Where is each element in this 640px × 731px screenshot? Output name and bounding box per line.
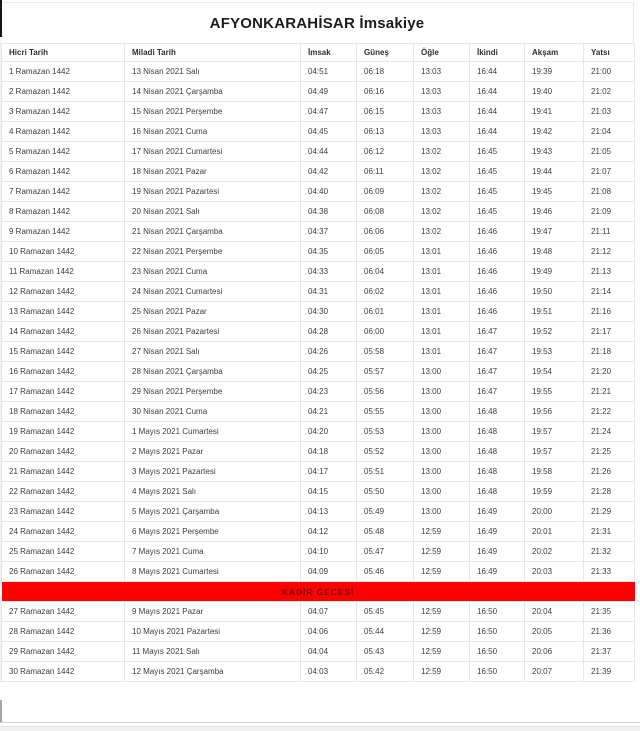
cell: 21:28 [584,482,635,502]
cell: 13:00 [414,422,470,442]
cell: 21:24 [584,422,635,442]
cell: 13:00 [414,462,470,482]
vertical-scrollbar-thumb[interactable] [0,700,2,722]
cell: 05:46 [357,562,414,582]
cell: 21:04 [584,122,635,142]
column-header: Akşam [525,44,584,62]
cell: 21 Ramazan 1442 [2,462,125,482]
column-header: Miladi Tarih [125,44,301,62]
cell: 13:01 [414,322,470,342]
cell: 16:44 [470,62,525,82]
cell: 3 Ramazan 1442 [2,102,125,122]
table-row [2,242,635,262]
cell: 12 Ramazan 1442 [2,282,125,302]
table-row [2,642,635,662]
cell: 19:43 [525,142,584,162]
cell: 13:01 [414,282,470,302]
cell: 21:21 [584,382,635,402]
table-row [2,182,635,202]
cell: 04:47 [301,102,357,122]
table-row [2,422,635,442]
cell: 04:44 [301,142,357,162]
table-row [2,102,635,122]
cell: 13:00 [414,442,470,462]
cell: 19:59 [525,482,584,502]
cell: 04:15 [301,482,357,502]
cell: 21:08 [584,182,635,202]
cell: 21:05 [584,142,635,162]
column-header: Güneş [357,44,414,62]
cell: 26 Nisan 2021 Pazartesi [125,322,301,342]
cell: 16:45 [470,142,525,162]
cell: 06:16 [357,82,414,102]
cell: 27 Nisan 2021 Salı [125,342,301,362]
cell: 12:59 [414,522,470,542]
cell: 21:17 [584,322,635,342]
cell: 21 Nisan 2021 Çarşamba [125,222,301,242]
cell: 12:59 [414,662,470,682]
cell: 10 Mayıs 2021 Pazartesi [125,622,301,642]
imsakiye-page [0,2,634,682]
cell: 04:06 [301,622,357,642]
cell: 13:01 [414,262,470,282]
table-row [2,142,635,162]
cell: 05:55 [357,402,414,422]
cell: 20:00 [525,502,584,522]
cell: 13:01 [414,342,470,362]
cell: 06:09 [357,182,414,202]
cell: 06:12 [357,142,414,162]
cell: 16:48 [470,422,525,442]
cell: 25 Ramazan 1442 [2,542,125,562]
cell: 16:49 [470,502,525,522]
cell: 05:56 [357,382,414,402]
cell: 13:03 [414,62,470,82]
cell: 13:00 [414,482,470,502]
cell: 05:49 [357,502,414,522]
cell: 13:00 [414,402,470,422]
column-header: Öğle [414,44,470,62]
cell: 6 Ramazan 1442 [2,162,125,182]
table-row [2,282,635,302]
cell: 04:12 [301,522,357,542]
cell: 13:01 [414,302,470,322]
window-top-left-edge [0,0,2,37]
cell: 21:03 [584,102,635,122]
cell: 21:09 [584,202,635,222]
cell: 21:00 [584,62,635,82]
cell: 19:50 [525,282,584,302]
cell: 21:39 [584,662,635,682]
cell: 30 Ramazan 1442 [2,662,125,682]
cell: 20 Ramazan 1442 [2,442,125,462]
cell: 06:15 [357,102,414,122]
table-row [2,162,635,182]
title-bar [1,3,633,43]
cell: 04:35 [301,242,357,262]
cell: 28 Ramazan 1442 [2,622,125,642]
cell: 21:26 [584,462,635,482]
cell: 19:55 [525,382,584,402]
cell: 21:13 [584,262,635,282]
cell: 06:08 [357,202,414,222]
cell: 16:48 [470,442,525,462]
cell: 13:02 [414,222,470,242]
table-body [2,62,635,682]
cell: 7 Mayıs 2021 Cuma [125,542,301,562]
cell: 11 Mayıs 2021 Salı [125,642,301,662]
cell: 04:31 [301,282,357,302]
cell: 04:26 [301,342,357,362]
cell: 04:30 [301,302,357,322]
table-row [2,522,635,542]
cell: 3 Mayıs 2021 Pazartesi [125,462,301,482]
cell: 27 Ramazan 1442 [2,602,125,622]
cell: 04:21 [301,402,357,422]
cell: 10 Ramazan 1442 [2,242,125,262]
cell: 04:20 [301,422,357,442]
cell: 24 Ramazan 1442 [2,522,125,542]
cell: 21:12 [584,242,635,262]
cell: 16:46 [470,282,525,302]
cell: 6 Mayıs 2021 Perşembe [125,522,301,542]
cell: 04:37 [301,222,357,242]
cell: 19:51 [525,302,584,322]
cell: 23 Nisan 2021 Cuma [125,262,301,282]
cell: 20 Nisan 2021 Salı [125,202,301,222]
cell: 04:38 [301,202,357,222]
cell: 04:09 [301,562,357,582]
cell: 21:20 [584,362,635,382]
cell: 04:42 [301,162,357,182]
cell: 19:42 [525,122,584,142]
cell: 16:45 [470,202,525,222]
cell: 13:02 [414,142,470,162]
cell: 19:49 [525,262,584,282]
cell: 16:50 [470,642,525,662]
cell: 25 Nisan 2021 Pazar [125,302,301,322]
cell: 16:48 [470,402,525,422]
cell: 16:47 [470,362,525,382]
cell: 21:02 [584,82,635,102]
cell: 19:45 [525,182,584,202]
kadir-gecesi-banner: KADİR GECESİ [2,582,635,602]
cell: 17 Nisan 2021 Cumartesi [125,142,301,162]
table-row [2,322,635,342]
cell: 19:54 [525,362,584,382]
cell: 19:58 [525,462,584,482]
cell: 16 Ramazan 1442 [2,362,125,382]
cell: 21:18 [584,342,635,362]
cell: 26 Ramazan 1442 [2,562,125,582]
table-row [2,342,635,362]
cell: 19:46 [525,202,584,222]
cell: 04:17 [301,462,357,482]
cell: 16:45 [470,162,525,182]
cell: 06:04 [357,262,414,282]
table-row [2,82,635,102]
table-row [2,502,635,522]
cell: 16 Nisan 2021 Cuma [125,122,301,142]
cell: 16:46 [470,302,525,322]
cell: 19:41 [525,102,584,122]
cell: 8 Mayıs 2021 Cumartesi [125,562,301,582]
cell: 20:06 [525,642,584,662]
cell: 2 Mayıs 2021 Pazar [125,442,301,462]
table-row [2,62,635,82]
table-row [2,542,635,562]
cell: 06:05 [357,242,414,262]
imsakiye-table [1,43,635,682]
cell: 06:06 [357,222,414,242]
cell: 04:13 [301,502,357,522]
cell: 1 Mayıs 2021 Cumartesi [125,422,301,442]
cell: 04:07 [301,602,357,622]
cell: 16:46 [470,222,525,242]
cell: 12:59 [414,602,470,622]
cell: 14 Ramazan 1442 [2,322,125,342]
cell: 04:49 [301,82,357,102]
cell: 05:48 [357,522,414,542]
table-row [2,662,635,682]
cell: 16:46 [470,262,525,282]
cell: 13:03 [414,82,470,102]
cell: 05:53 [357,422,414,442]
table-row [2,262,635,282]
cell: 21:11 [584,222,635,242]
cell: 16:47 [470,322,525,342]
cell: 16:49 [470,562,525,582]
cell: 20:02 [525,542,584,562]
cell: 9 Ramazan 1442 [2,222,125,242]
cell: 16:47 [470,342,525,362]
cell: 13 Ramazan 1442 [2,302,125,322]
cell: 8 Ramazan 1442 [2,202,125,222]
cell: 18 Nisan 2021 Pazar [125,162,301,182]
cell: 16:50 [470,602,525,622]
cell: 13:03 [414,122,470,142]
cell: 16:48 [470,462,525,482]
cell: 21:22 [584,402,635,422]
cell: 18 Ramazan 1442 [2,402,125,422]
cell: 04:18 [301,442,357,462]
cell: 12:59 [414,562,470,582]
cell: 11 Ramazan 1442 [2,262,125,282]
cell: 04:10 [301,542,357,562]
cell: 16:50 [470,662,525,682]
table-row [2,602,635,622]
cell: 06:13 [357,122,414,142]
cell: 4 Mayıs 2021 Salı [125,482,301,502]
cell: 13 Nisan 2021 Salı [125,62,301,82]
cell: 1 Ramazan 1442 [2,62,125,82]
cell: 21:29 [584,502,635,522]
table-row [2,562,635,582]
cell: 9 Mayıs 2021 Pazar [125,602,301,622]
cell: 21:31 [584,522,635,542]
cell: 16:44 [470,102,525,122]
cell: 06:02 [357,282,414,302]
table-row [2,302,635,322]
cell: 28 Nisan 2021 Çarşamba [125,362,301,382]
cell: 19:52 [525,322,584,342]
cell: 19:44 [525,162,584,182]
cell: 19 Ramazan 1442 [2,422,125,442]
cell: 16:50 [470,622,525,642]
cell: 21:25 [584,442,635,462]
horizontal-scrollbar-track[interactable] [0,726,640,731]
cell: 5 Mayıs 2021 Çarşamba [125,502,301,522]
cell: 19:47 [525,222,584,242]
cell: 04:51 [301,62,357,82]
cell: 21:16 [584,302,635,322]
cell: 05:52 [357,442,414,462]
cell: 19:57 [525,442,584,462]
cell: 13:02 [414,162,470,182]
cell: 19:39 [525,62,584,82]
table-row [2,622,635,642]
cell: 04:40 [301,182,357,202]
cell: 13:01 [414,242,470,262]
table-row [2,402,635,422]
cell: 04:33 [301,262,357,282]
cell: 24 Nisan 2021 Cumartesi [125,282,301,302]
cell: 29 Ramazan 1442 [2,642,125,662]
cell: 13:02 [414,202,470,222]
cell: 5 Ramazan 1442 [2,142,125,162]
cell: 30 Nisan 2021 Cuma [125,402,301,422]
cell: 05:43 [357,642,414,662]
cell: 14 Nisan 2021 Çarşamba [125,82,301,102]
column-header: İkindi [470,44,525,62]
cell: 06:01 [357,302,414,322]
cell: 04:45 [301,122,357,142]
cell: 19:40 [525,82,584,102]
cell: 16:45 [470,182,525,202]
cell: 19:56 [525,402,584,422]
cell: 16:48 [470,482,525,502]
cell: 05:57 [357,362,414,382]
kadir-gecesi-banner-row [2,582,635,602]
cell: 17 Ramazan 1442 [2,382,125,402]
page-title: AFYONKARAHİSAR İmsakiye [209,14,425,32]
cell: 13:00 [414,502,470,522]
cell: 2 Ramazan 1442 [2,82,125,102]
cell: 12:59 [414,542,470,562]
column-header: Yatsı [584,44,635,62]
cell: 16:44 [470,82,525,102]
cell: 06:11 [357,162,414,182]
table-row [2,462,635,482]
cell: 20:07 [525,662,584,682]
table-row [2,442,635,462]
cell: 20:04 [525,602,584,622]
cell: 05:45 [357,602,414,622]
cell: 19:53 [525,342,584,362]
cell: 06:18 [357,62,414,82]
cell: 19:48 [525,242,584,262]
cell: 12:59 [414,622,470,642]
cell: 7 Ramazan 1442 [2,182,125,202]
cell: 22 Ramazan 1442 [2,482,125,502]
cell: 19 Nisan 2021 Pazartesi [125,182,301,202]
cell: 05:44 [357,622,414,642]
cell: 13:02 [414,182,470,202]
cell: 16:46 [470,242,525,262]
cell: 16:44 [470,122,525,142]
table-row [2,202,635,222]
cell: 21:14 [584,282,635,302]
cell: 21:07 [584,162,635,182]
cell: 16:49 [470,542,525,562]
cell: 13:03 [414,102,470,122]
cell: 04:04 [301,642,357,662]
cell: 05:50 [357,482,414,502]
cell: 20:01 [525,522,584,542]
cell: 20:05 [525,622,584,642]
cell: 4 Ramazan 1442 [2,122,125,142]
cell: 21:36 [584,622,635,642]
bottom-divider [0,722,640,723]
table-row [2,122,635,142]
cell: 05:51 [357,462,414,482]
cell: 22 Nisan 2021 Perşembe [125,242,301,262]
cell: 04:23 [301,382,357,402]
cell: 15 Ramazan 1442 [2,342,125,362]
cell: 20:03 [525,562,584,582]
column-header: İmsak [301,44,357,62]
cell: 21:35 [584,602,635,622]
cell: 23 Ramazan 1442 [2,502,125,522]
cell: 19:57 [525,422,584,442]
cell: 12 Mayıs 2021 Çarşamba [125,662,301,682]
cell: 05:42 [357,662,414,682]
cell: 13:00 [414,362,470,382]
cell: 05:58 [357,342,414,362]
header-row [2,44,635,62]
cell: 04:03 [301,662,357,682]
cell: 16:47 [470,382,525,402]
cell: 21:37 [584,642,635,662]
column-header: Hicri Tarih [2,44,125,62]
cell: 21:32 [584,542,635,562]
table-row [2,362,635,382]
cell: 06:00 [357,322,414,342]
cell: 13:00 [414,382,470,402]
cell: 15 Nisan 2021 Perşembe [125,102,301,122]
table-row [2,382,635,402]
cell: 21:33 [584,562,635,582]
table-row [2,222,635,242]
cell: 04:28 [301,322,357,342]
table-row [2,482,635,502]
cell: 05:47 [357,542,414,562]
cell: 16:49 [470,522,525,542]
cell: 04:25 [301,362,357,382]
cell: 29 Nisan 2021 Perşembe [125,382,301,402]
cell: 12:59 [414,642,470,662]
